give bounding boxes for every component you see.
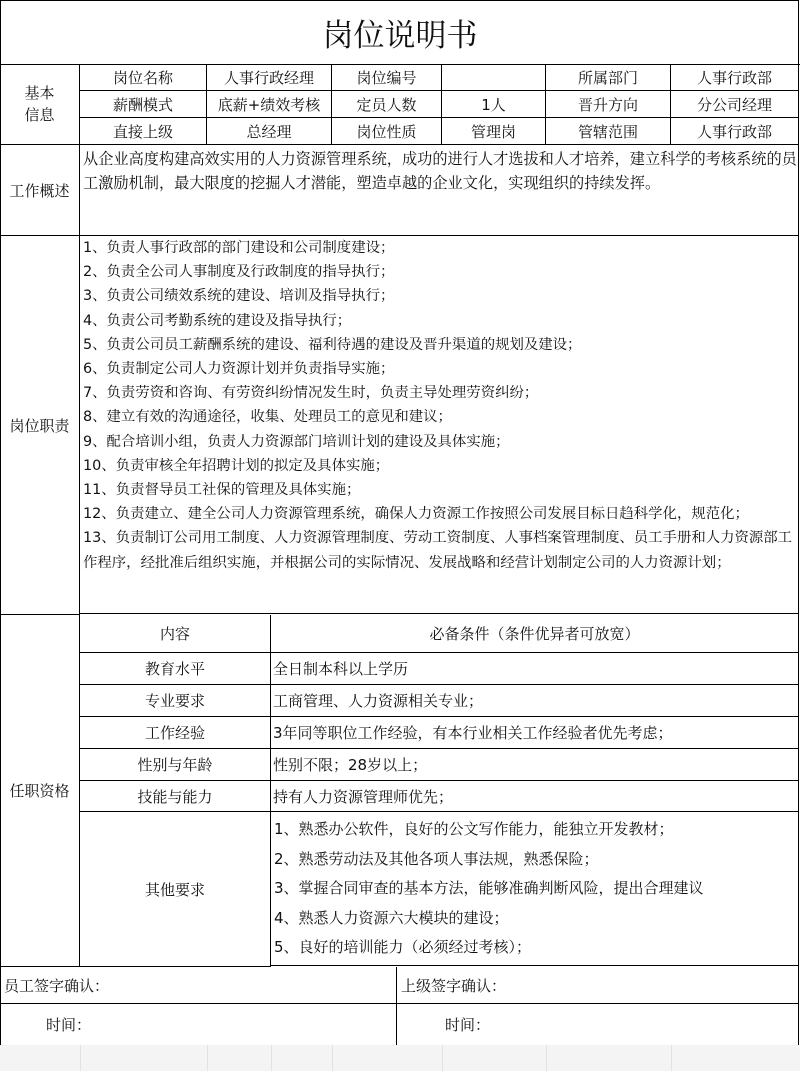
other-requirement-item: 5、良好的培训能力（必须经过考核）； — [274, 938, 532, 956]
duty-item: 1、负责人事行政部的部门建设和公司制度建设； — [83, 240, 395, 256]
overview-label: 工作概述 — [0, 145, 80, 236]
qual-item-value: 持有人力资源管理师优先； — [271, 781, 799, 812]
qualifications-label: 任职资格 — [0, 615, 80, 967]
basic-cell: 定员人数 — [332, 91, 442, 118]
basic-cell: 晋升方向 — [546, 91, 671, 118]
grid-line — [80, 1045, 81, 1071]
grid-line — [207, 1045, 208, 1071]
qual-item-value: 3年同等职位工作经验，有本行业相关工作经验者优先考虑； — [271, 717, 799, 749]
basic-cell: 薪酬模式 — [80, 91, 207, 118]
other-requirement-item: 1、熟悉办公软件，良好的公文写作能力，能独立开发教材； — [274, 820, 674, 838]
other-requirements-list — [271, 812, 798, 966]
qual-item-value: 性别不限；28岁以上； — [271, 749, 799, 781]
qual-item-value: 工商管理、人力资源相关专业； — [271, 685, 799, 717]
duty-item: 6、负责制定公司人力资源计划并负责指导实施； — [83, 361, 395, 378]
basic-cell: 管理岗 — [442, 118, 546, 145]
duty-item: 12、负责建立、建全公司人力资源管理系统，确保人力资源工作按照公司发展目标日趋科学化，规范化； — [83, 506, 749, 523]
duty-item: 8、建立有效的沟通途径，收集、处理员工的意见和建议； — [83, 409, 452, 426]
basic-cell: 岗位编号 — [332, 64, 442, 91]
qual-header-requirement: 必备条件（条件优异者可放宽） — [271, 615, 799, 653]
qual-item-label: 专业要求 — [80, 685, 271, 717]
duty-item: 11、负责督导员工社保的管理及具体实施； — [83, 482, 361, 499]
basic-cell: 1人 — [442, 91, 546, 118]
employee-sign-time[interactable]: 时间： — [0, 1004, 397, 1046]
grid-line — [671, 1045, 672, 1071]
page-title: 岗位说明书 — [0, 0, 800, 65]
grid-line — [442, 1045, 443, 1071]
grid-background-strip — [0, 1045, 800, 1071]
basic-cell: 分公司经理 — [671, 91, 799, 118]
qual-header-content: 内容 — [80, 615, 271, 653]
duties-list — [80, 236, 798, 614]
qual-item-value: 全日制本科以上学历 — [271, 653, 799, 685]
basic-cell: 岗位性质 — [332, 118, 442, 145]
overview-text: 从企业高度构建高效实用的人力资源管理系统，成功的进行人才选拔和人才培养，建立科学的考核系统的员工激励机制，最大限度的挖掘人才潜能，塑造卓越的企业文化，实现组织的持续发挥。 — [83, 150, 797, 192]
qual-item-label: 技能与能力 — [80, 781, 271, 812]
superior-sign-time[interactable]: 时间： — [397, 1004, 799, 1046]
duty-item: 10、负责审核全年招聘计划的拟定及具体实施； — [83, 457, 390, 474]
superior-signature[interactable]: 上级签字确认： — [397, 967, 799, 1004]
frame-right — [798, 0, 799, 1045]
qual-item-label: 教育水平 — [80, 653, 271, 685]
other-requirement-item: 3、掌握合同审查的基本方法，能够准确判断风险，提出合理建议 — [274, 879, 704, 897]
qual-item-label: 性别与年龄 — [80, 749, 271, 781]
basic-cell: 人事行政部 — [671, 118, 799, 145]
basic-cell: 岗位名称 — [80, 64, 207, 91]
duty-item: 5、负责公司员工薪酬系统的建设、福利待遇的建设及晋升渠道的规划及建设； — [83, 336, 582, 353]
other-requirement-item: 2、熟悉劳动法及其他各项人事法规，熟悉保险； — [274, 849, 599, 868]
basic-cell: 人事行政部 — [671, 64, 799, 91]
basic-cell: 总经理 — [207, 118, 332, 145]
duty-item: 2、负责全公司人事制度及行政制度的指导执行； — [83, 264, 395, 281]
duty-item: 13、负责制订公司用工制度、人力资源管理制度、劳动工资制度、人事档案管理制度、员工手册和人力资源部工作程序，经批准后组织实施，并根据公司的实际情况、发展战略和经营计划制定公司的人力资源计划； — [83, 530, 793, 571]
basic-cell: 直接上级 — [80, 118, 207, 145]
other-requirements-label: 其他要求 — [80, 812, 271, 967]
basic-cell: 底薪+绩效考核 — [207, 91, 332, 118]
duty-item: 7、负责劳资和咨询、有劳资纠纷情况发生时，负责主导处理劳资纠纷； — [83, 385, 539, 402]
qual-item-label: 工作经验 — [80, 717, 271, 749]
basic-cell — [442, 64, 546, 91]
basic-cell: 人事行政经理 — [207, 64, 332, 91]
duty-item: 3、负责公司绩效系统的建设、培训及指导执行； — [83, 288, 395, 305]
basic-cell: 管辖范围 — [546, 118, 671, 145]
basic-info-label: 基本 信息 — [0, 64, 80, 145]
employee-signature[interactable]: 员工签字确认： — [0, 967, 397, 1004]
basic-cell: 所属部门 — [546, 64, 671, 91]
grid-line — [271, 1045, 272, 1071]
grid-line — [546, 1045, 547, 1071]
duty-item: 9、配合培训小组，负责人力资源部门培训计划的建设及具体实施； — [83, 433, 510, 450]
other-requirement-item: 4、熟悉人力资源六大模块的建设； — [274, 908, 509, 927]
duties-label: 岗位职责 — [0, 236, 80, 615]
duty-item: 4、负责公司考勤系统的建设及指导执行； — [83, 312, 352, 329]
grid-line — [332, 1045, 333, 1071]
